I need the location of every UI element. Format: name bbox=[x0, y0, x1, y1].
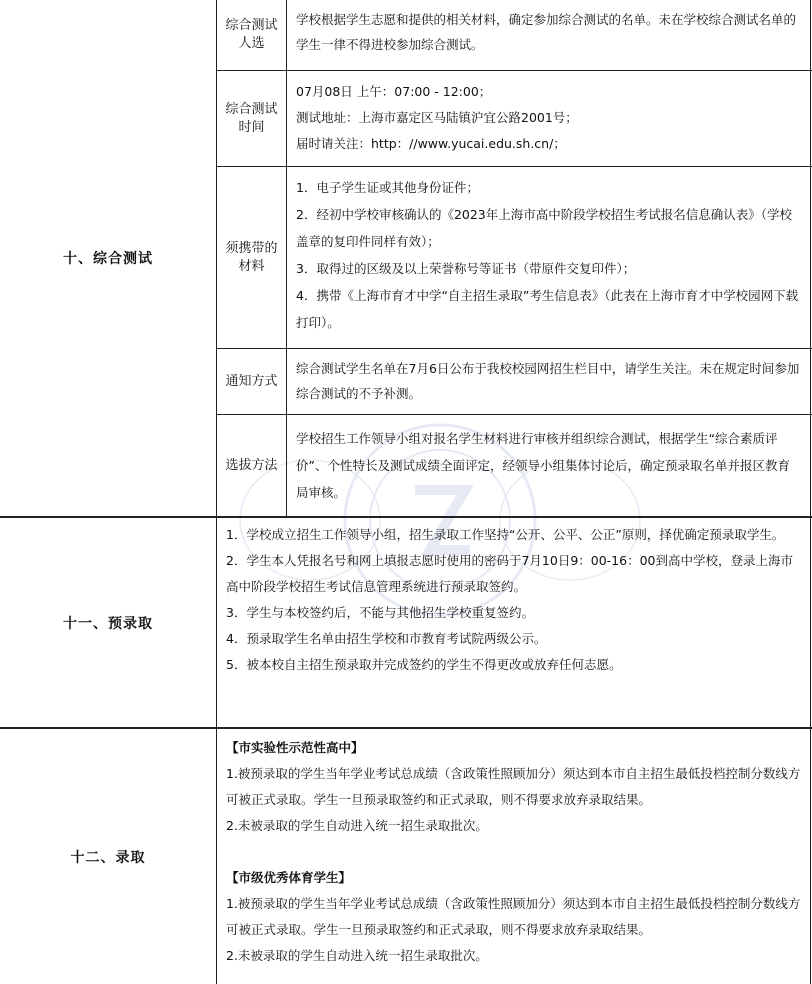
notice-text: 综合测试学生名单在7月6日公布于我校校园网招生栏目中，请学生关注。未在规定时间参加综合测试的不予补测。 bbox=[296, 361, 800, 401]
admission-item: 2.未被录取的学生自动进入统一招生录取批次。 bbox=[226, 818, 488, 833]
row-label-notice: 通知方式 bbox=[225, 373, 278, 389]
section-10-title: 十、综合测试 bbox=[63, 251, 153, 267]
admission-item: 1.被预录取的学生当年学业考试总成绩（含政策性照顾加分）须达到本市自主招生最低投档控制分数线方可被正式录取。学生一旦预录取签约和正式录取，则不得要求放弃录取结果。 bbox=[226, 766, 801, 807]
material-item: 2．经初中学校审核确认的《2023年上海市高中阶段学校招生考试报名信息确认表》（学校盖章的复印件同样有效）； bbox=[296, 207, 793, 249]
test-website-line: 届时请关注：http：//www.yucai.edu.sh.cn/； bbox=[296, 136, 566, 151]
row-label-method: 选拔方法 bbox=[225, 457, 278, 473]
section-11-content bbox=[217, 522, 810, 726]
row-content-method bbox=[287, 425, 810, 515]
pre-admission-item: 5．被本校自主招生预录取并完成签约的学生不得更改或放弃任何志愿。 bbox=[226, 657, 622, 672]
pre-admission-item: 3．学生与本校签约后，不能与其他招生学校重复签约。 bbox=[226, 605, 534, 620]
row-content-materials bbox=[287, 174, 810, 347]
test-time-line: 07月08日 上午：07:00 - 12:00； bbox=[296, 84, 492, 99]
row-content-time bbox=[287, 79, 810, 165]
row-label-time: 综合测试时间 bbox=[225, 101, 278, 135]
group-heading-demo-schools: 【市实验性示范性高中】 bbox=[226, 740, 364, 755]
material-item: 3．取得过的区级及以上荣誉称号等证书（带原件交复印件）； bbox=[296, 261, 636, 276]
selection-text: 学校根据学生志愿和提供的相关材料，确定参加综合测试的名单。未在学校综合测试名单的学生一律不得进校参加综合测试。 bbox=[296, 12, 797, 52]
admission-item: 1.被预录取的学生当年学业考试总成绩（含政策性照顾加分）须达到本市自主招生最低投档控制分数线方可被正式录取。学生一旦预录取签约和正式录取，则不得要求放弃录取结果。 bbox=[226, 896, 801, 937]
material-item: 4．携带《上海市育才中学“自主招生录取”考生信息表》（此表在上海市育才中学校园网下载打印）。 bbox=[296, 288, 799, 330]
section-12-title: 十二、录取 bbox=[70, 849, 146, 866]
row-content-notice bbox=[287, 356, 810, 413]
admission-item: 2.未被录取的学生自动进入统一招生录取批次。 bbox=[226, 948, 488, 963]
row-label-materials: 须携带的材料 bbox=[225, 240, 278, 274]
row-label-selection: 综合测试人选 bbox=[225, 18, 278, 51]
section-11-title: 十一、预录取 bbox=[63, 615, 153, 632]
section-12-content bbox=[217, 735, 810, 984]
group-heading-sports-students: 【市级优秀体育学生】 bbox=[226, 870, 352, 885]
pre-admission-item: 2．学生本人凭报名号和网上填报志愿时使用的密码于7月10日9：00-16：00到高中学校，登录上海市高中阶段学校招生考试信息管理系统进行预录取签约。 bbox=[226, 553, 793, 594]
row-content-selection bbox=[287, 7, 810, 69]
pre-admission-item: 4．预录取学生名单由招生学校和市教育考试院两级公示。 bbox=[226, 631, 547, 646]
material-item: 1．电子学生证或其他身份证件； bbox=[296, 180, 479, 195]
pre-admission-item: 1．学校成立招生工作领导小组，招生录取工作坚持“公开、公平、公正”原则，择优确定预录取学生。 bbox=[226, 527, 785, 542]
test-address-line: 测试地址：上海市嘉定区马陆镇沪宜公路2001号； bbox=[296, 110, 578, 125]
method-text: 学校招生工作领导小组对报名学生材料进行审核并组织综合测试，根据学生“综合素质评价”、个性特长及测试成绩全面评定，经领导小组集体讨论后，确定预录取名单并报区教育局审核。 bbox=[296, 431, 790, 500]
